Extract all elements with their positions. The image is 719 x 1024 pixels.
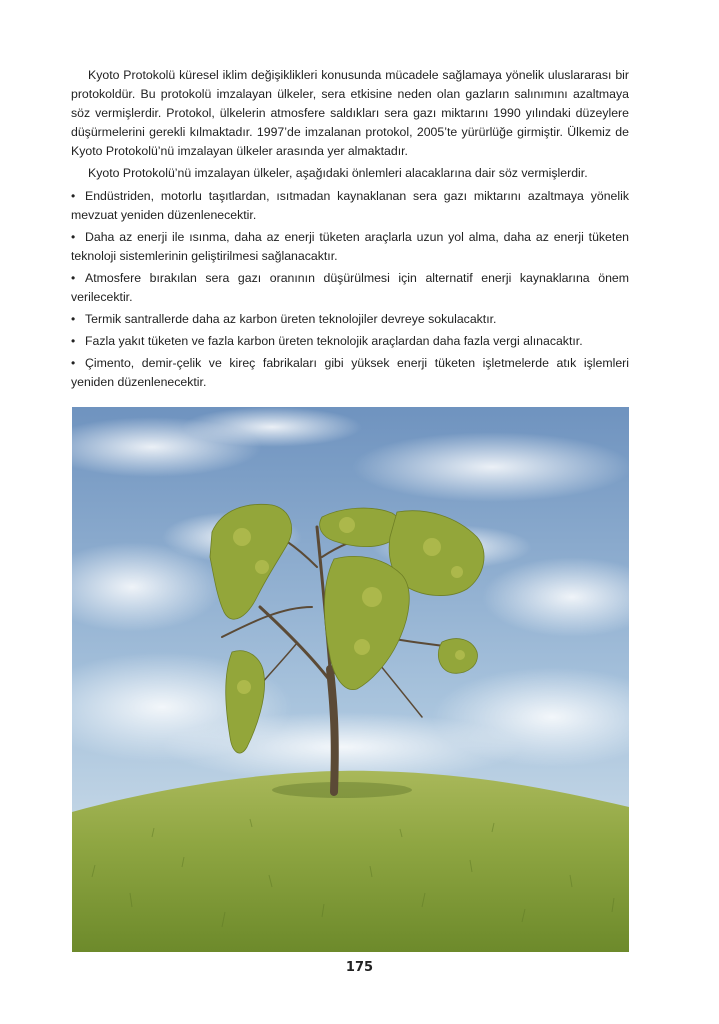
- bullet-icon: •: [71, 230, 76, 244]
- bullet-icon: •: [71, 334, 76, 348]
- bullet-icon: •: [71, 356, 76, 370]
- list-item-text: Daha az enerji ile ısınma, daha az enerji tüketen araçlarla uzun yol alma, daha az enerji tüketen teknoloji sistemlerinin geliştirilmesi sağlanacaktır.: [71, 230, 629, 263]
- list-item-text: Endüstriden, motorlu taşıtlardan, ısıtmadan kaynaklanan sera gazı miktarını azaltmaya yönelik mevzuat yeniden düzenlenecektir.: [71, 189, 629, 222]
- measures-intro-paragraph: Kyoto Protokolü’nü imzalayan ülkeler, aşağıdaki önlemleri alacaklarına dair söz vermişlerdir.: [88, 166, 588, 180]
- list-item-text: Çimento, demir-çelik ve kireç fabrikaları gibi yüksek enerji tüketen işletmelerde atık işlemleri yeniden düzenlenecektir.: [71, 356, 629, 389]
- list-item-text: Fazla yakıt tüketen ve fazla karbon üreten teknolojik araçlardan daha fazla vergi alınacaktır.: [85, 334, 583, 348]
- bullet-icon: •: [71, 312, 76, 326]
- page-number: 175: [345, 960, 374, 975]
- globe-tree-image: [72, 407, 629, 952]
- tree-shadow: [272, 782, 412, 798]
- list-item-text: Termik santrallerde daha az karbon üreten teknolojiler devreye sokulacaktır.: [85, 312, 497, 326]
- list-item: [71, 310, 629, 329]
- list-item-text: Atmosfere bırakılan sera gazı oranının düşürülmesi için alternatif enerji kaynaklarına önem verilecektir.: [71, 271, 629, 304]
- bullet-icon: •: [71, 189, 76, 203]
- list-item: [71, 187, 629, 225]
- list-item: [71, 228, 629, 266]
- list-item: [71, 332, 629, 351]
- grassy-hill: [72, 771, 629, 952]
- intro-paragraph: Kyoto Protokolü küresel iklim değişiklikleri konusunda mücadele sağlamaya yönelik uluslararası bir protokoldür. Bu protokolü imzalayan ülkeler, sera etkisine neden olan gazların salınımını azaltmaya söz vermişlerdir. Protokol, ülkelerin atmosfere saldıkları sera gazı miktarını 1990 yılındaki düzeylere düşürmelerini gerekli kılmaktadır. 1997’de imzalanan protokol, 2005’te yürürlüğe girmiştir. Ülkemiz de Kyoto Protokolü’nü imzalayan ülkeler arasında yer almaktadır.: [71, 68, 629, 158]
- globe-tree-illustration: [72, 407, 629, 952]
- measures-list: [71, 187, 629, 392]
- bullet-icon: •: [71, 271, 76, 285]
- body-text: [71, 66, 629, 395]
- list-item: [71, 269, 629, 307]
- list-item: [71, 354, 629, 392]
